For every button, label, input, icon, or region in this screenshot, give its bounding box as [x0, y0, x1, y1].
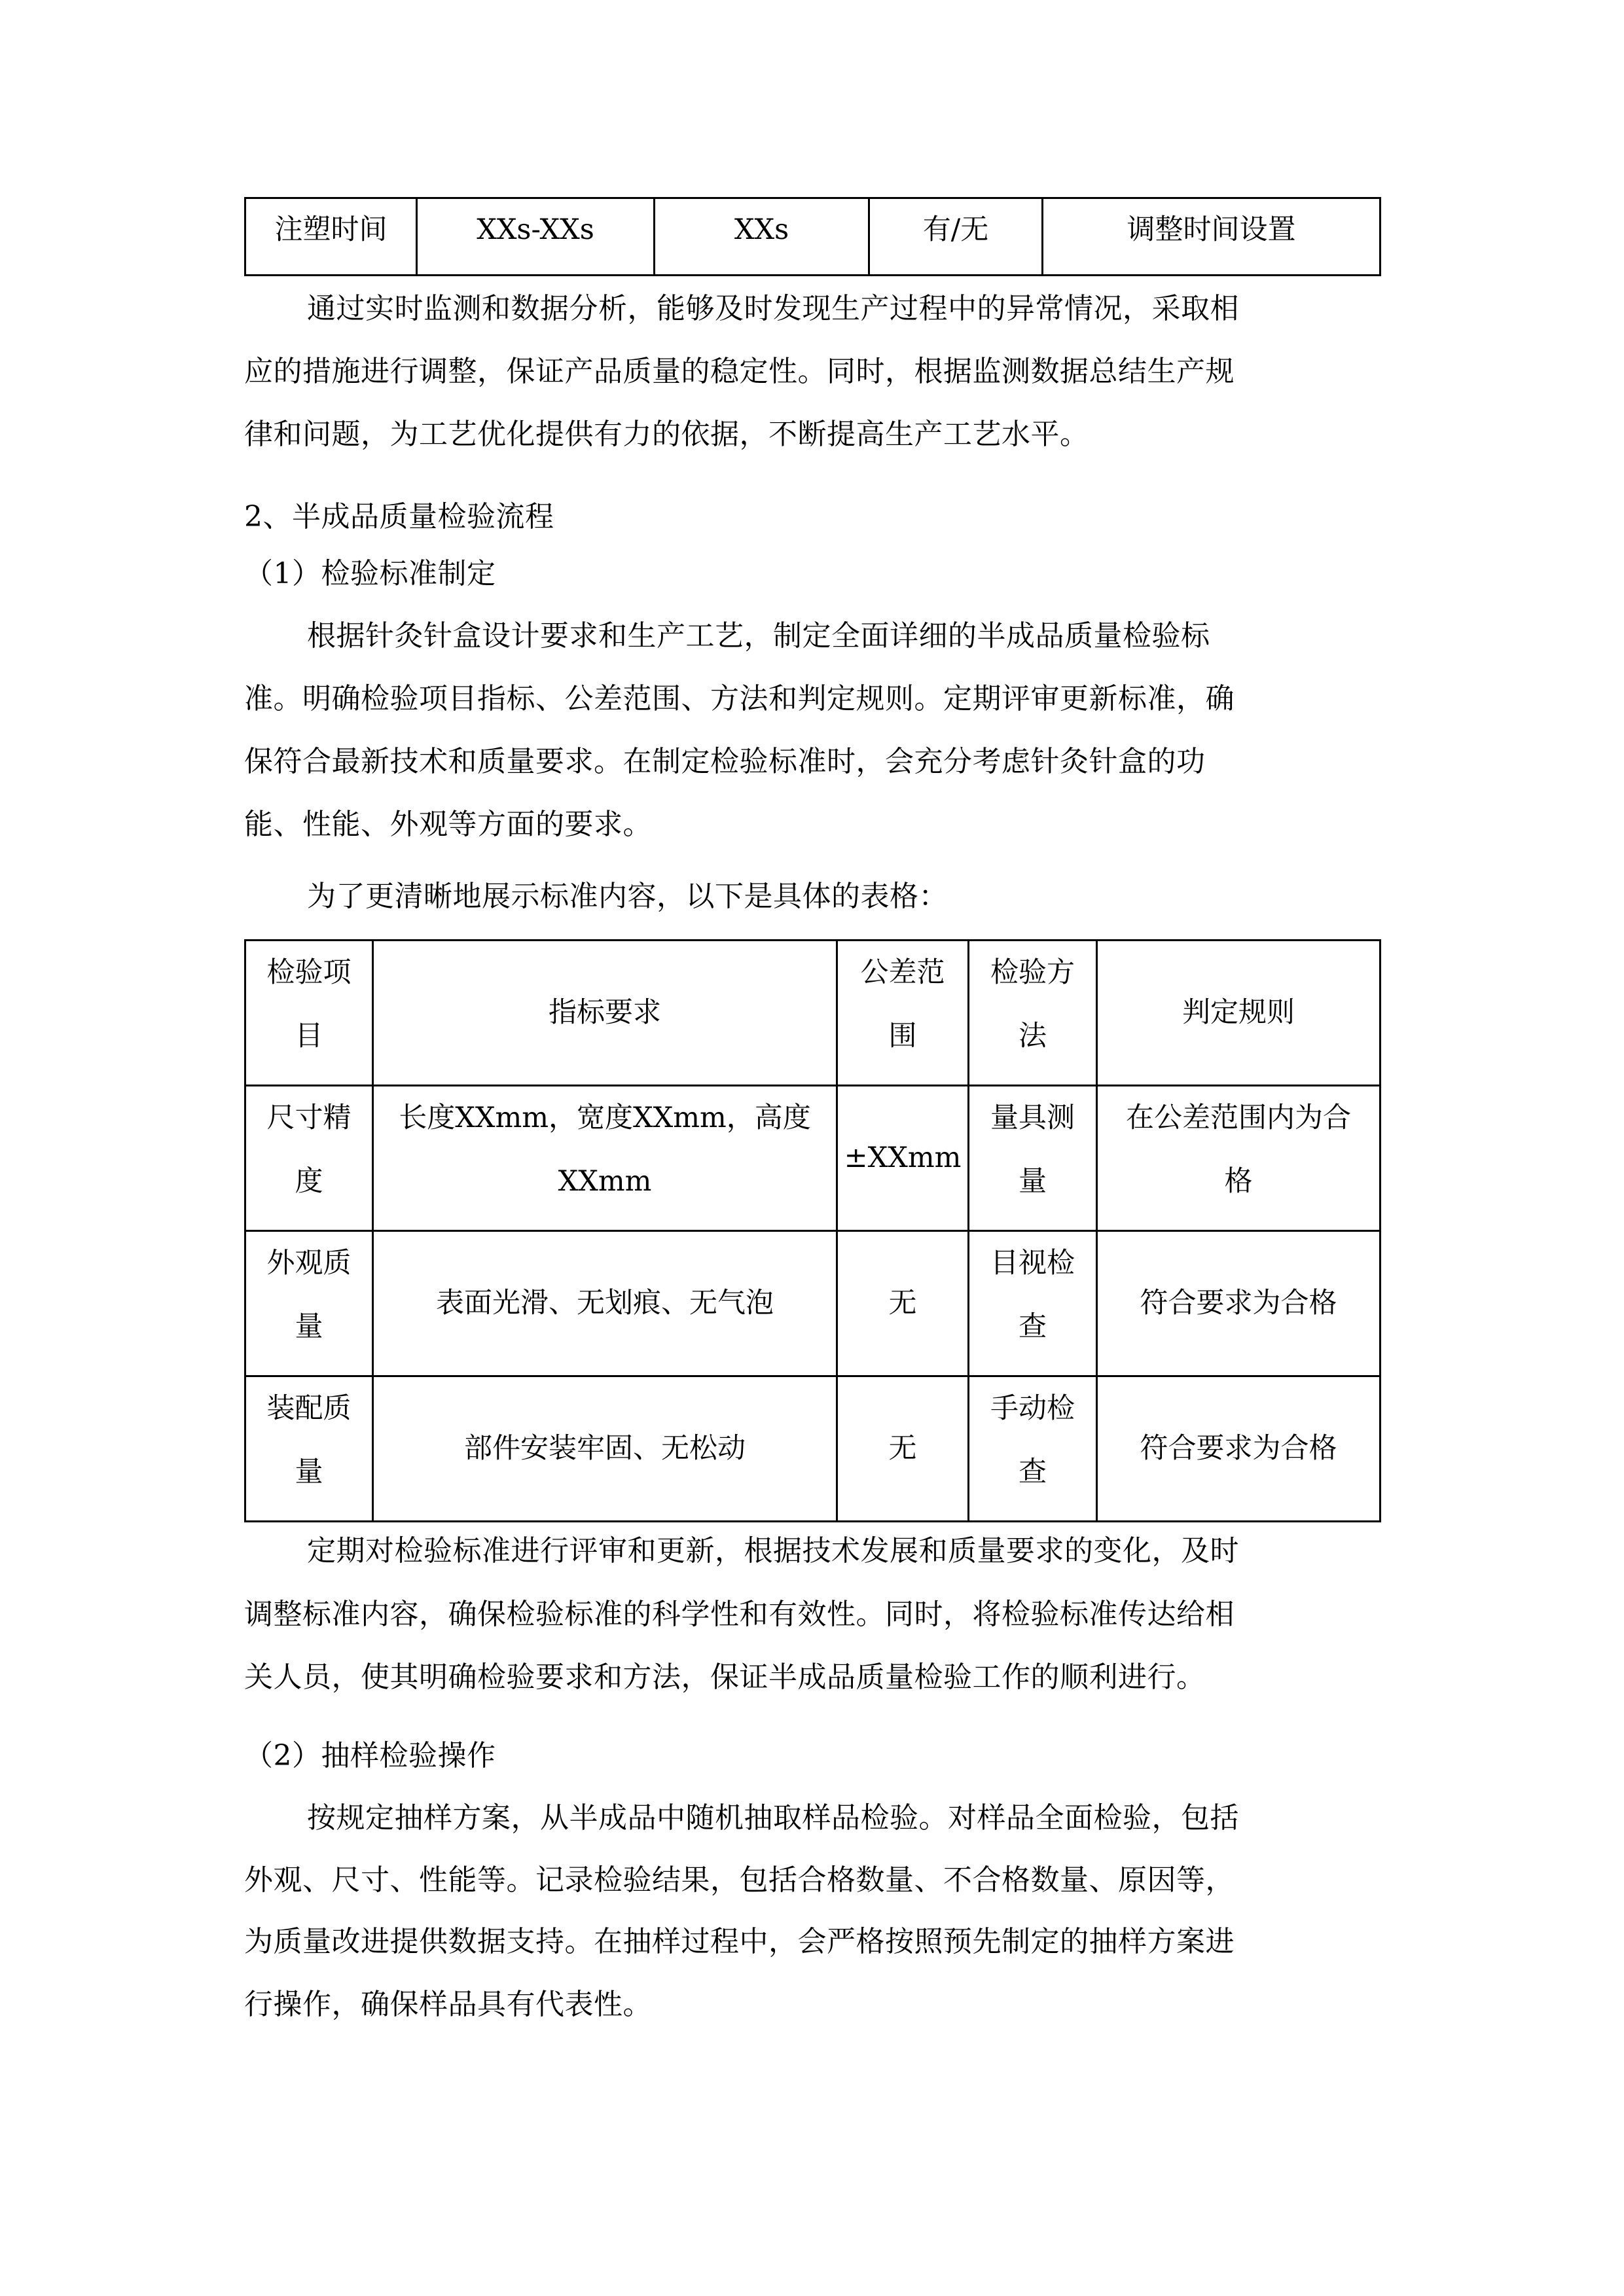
cell-item	[245, 1231, 373, 1376]
paragraph-5-line: 为质量改进提供数据支持。在抽样过程中，会严格按照预先制定的抽样方案进	[244, 1925, 1235, 1958]
table-cell-value: XXs	[655, 198, 869, 276]
table-cell-action: 调整时间设置	[1043, 198, 1380, 276]
paragraph-4-line: 调整标准内容，确保检验标准的科学性和有效性。同时，将检验标准传达给相	[244, 1598, 1235, 1631]
process-parameter-table	[244, 197, 1381, 276]
cell-rule	[1097, 1086, 1380, 1231]
cell-requirement	[373, 1376, 837, 1522]
header-text: 法	[1019, 1020, 1047, 1052]
cell-text: ±XXmm	[844, 1141, 962, 1174]
table-row	[245, 1231, 1380, 1376]
cell-tolerance	[837, 1231, 969, 1376]
paragraph-4-line: 关人员，使其明确检验要求和方法，保证半成品质量检验工作的顺利进行。	[244, 1660, 1206, 1694]
header-cell-requirement	[373, 941, 837, 1086]
cell-text: 量具测	[990, 1102, 1075, 1134]
paragraph-5-line: 外观、尺寸、性能等。记录检验结果，包括合格数量、不合格数量、原因等，	[244, 1863, 1235, 1897]
cell-text: 尺寸精	[266, 1102, 352, 1134]
cell-text: 在公差范围内为合	[1126, 1102, 1351, 1134]
cell-method	[969, 1086, 1097, 1231]
cell-tolerance	[837, 1376, 969, 1522]
cell-text: 量	[295, 1310, 323, 1343]
table-cell-status: 有/无	[869, 198, 1043, 276]
cell-method	[969, 1376, 1097, 1522]
paragraph-1-line: 应的措施进行调整，保证产品质量的稳定性。同时，根据监测数据总结生产规	[244, 355, 1235, 388]
header-text: 指标要求	[549, 996, 661, 1029]
paragraph-2-line: 准。明确检验项目指标、公差范围、方法和判定规则。定期评审更新标准，确	[244, 682, 1235, 715]
table-cell-parameter: 注塑时间	[245, 198, 417, 276]
cell-text: 查	[1019, 1456, 1047, 1488]
subsection-heading: （2）抽样检验操作	[244, 1739, 496, 1772]
table-header-row	[245, 941, 1380, 1086]
cell-text: 长度XXmm，宽度XXmm，高度	[399, 1102, 811, 1134]
header-text: 公差范	[860, 956, 945, 989]
cell-text: 部件安装牢固、无松动	[464, 1432, 746, 1465]
cell-method	[969, 1231, 1097, 1376]
cell-text: 目视检	[990, 1247, 1075, 1280]
cell-text: 量	[1019, 1165, 1047, 1198]
header-text: 检验方	[990, 956, 1075, 989]
table-row	[245, 198, 1380, 276]
cell-tolerance	[837, 1086, 969, 1231]
section-heading: 2、半成品质量检验流程	[244, 500, 554, 533]
paragraph-1-line: 律和问题，为工艺优化提供有力的依据，不断提高生产工艺水平。	[244, 418, 1089, 451]
cell-requirement	[373, 1231, 837, 1376]
cell-text: 格	[1224, 1165, 1253, 1198]
cell-text: 无	[888, 1287, 917, 1319]
cell-text: 符合要求为合格	[1140, 1432, 1337, 1465]
cell-text: 外观质	[266, 1247, 352, 1280]
paragraph-1-line: 通过实时监测和数据分析，能够及时发现生产过程中的异常情况，采取相	[307, 292, 1239, 325]
paragraph-2-line: 保符合最新技术和质量要求。在制定检验标准时，会充分考虑针灸针盒的功	[244, 745, 1206, 778]
cell-text: 装配质	[266, 1392, 352, 1425]
paragraph-5-line: 行操作，确保样品具有代表性。	[244, 1988, 652, 2021]
header-text: 检验项	[266, 956, 352, 989]
header-text: 判定规则	[1182, 996, 1295, 1029]
cell-text: 无	[888, 1432, 917, 1465]
cell-text: 符合要求为合格	[1140, 1287, 1337, 1319]
cell-text: XXmm	[558, 1165, 652, 1198]
paragraph-3: 为了更清晰地展示标准内容，以下是具体的表格：	[307, 880, 948, 913]
inspection-standards-table	[244, 939, 1381, 1522]
header-text: 目	[295, 1020, 323, 1052]
cell-text: 量	[295, 1456, 323, 1488]
header-cell-tolerance	[837, 941, 969, 1086]
cell-text: 查	[1019, 1310, 1047, 1343]
cell-requirement	[373, 1086, 837, 1231]
table-row	[245, 1086, 1380, 1231]
paragraph-4-line: 定期对检验标准进行评审和更新，根据技术发展和质量要求的变化，及时	[307, 1534, 1239, 1568]
cell-text: 表面光滑、无划痕、无气泡	[436, 1287, 774, 1319]
header-text: 围	[888, 1020, 917, 1052]
cell-rule	[1097, 1231, 1380, 1376]
table-cell-range: XXs-XXs	[417, 198, 655, 276]
header-cell-rule	[1097, 941, 1380, 1086]
header-cell-item	[245, 941, 373, 1086]
paragraph-2-line: 能、性能、外观等方面的要求。	[244, 808, 652, 841]
cell-item	[245, 1086, 373, 1231]
paragraph-5-line: 按规定抽样方案，从半成品中随机抽取样品检验。对样品全面检验，包括	[307, 1801, 1239, 1835]
cell-rule	[1097, 1376, 1380, 1522]
table-row	[245, 1376, 1380, 1522]
subsection-heading: （1）检验标准制定	[244, 557, 496, 590]
cell-text: 度	[295, 1165, 323, 1198]
cell-text: 手动检	[990, 1392, 1075, 1425]
header-cell-method	[969, 941, 1097, 1086]
cell-item	[245, 1376, 373, 1522]
paragraph-2-line: 根据针灸针盒设计要求和生产工艺，制定全面详细的半成品质量检验标	[307, 619, 1210, 653]
